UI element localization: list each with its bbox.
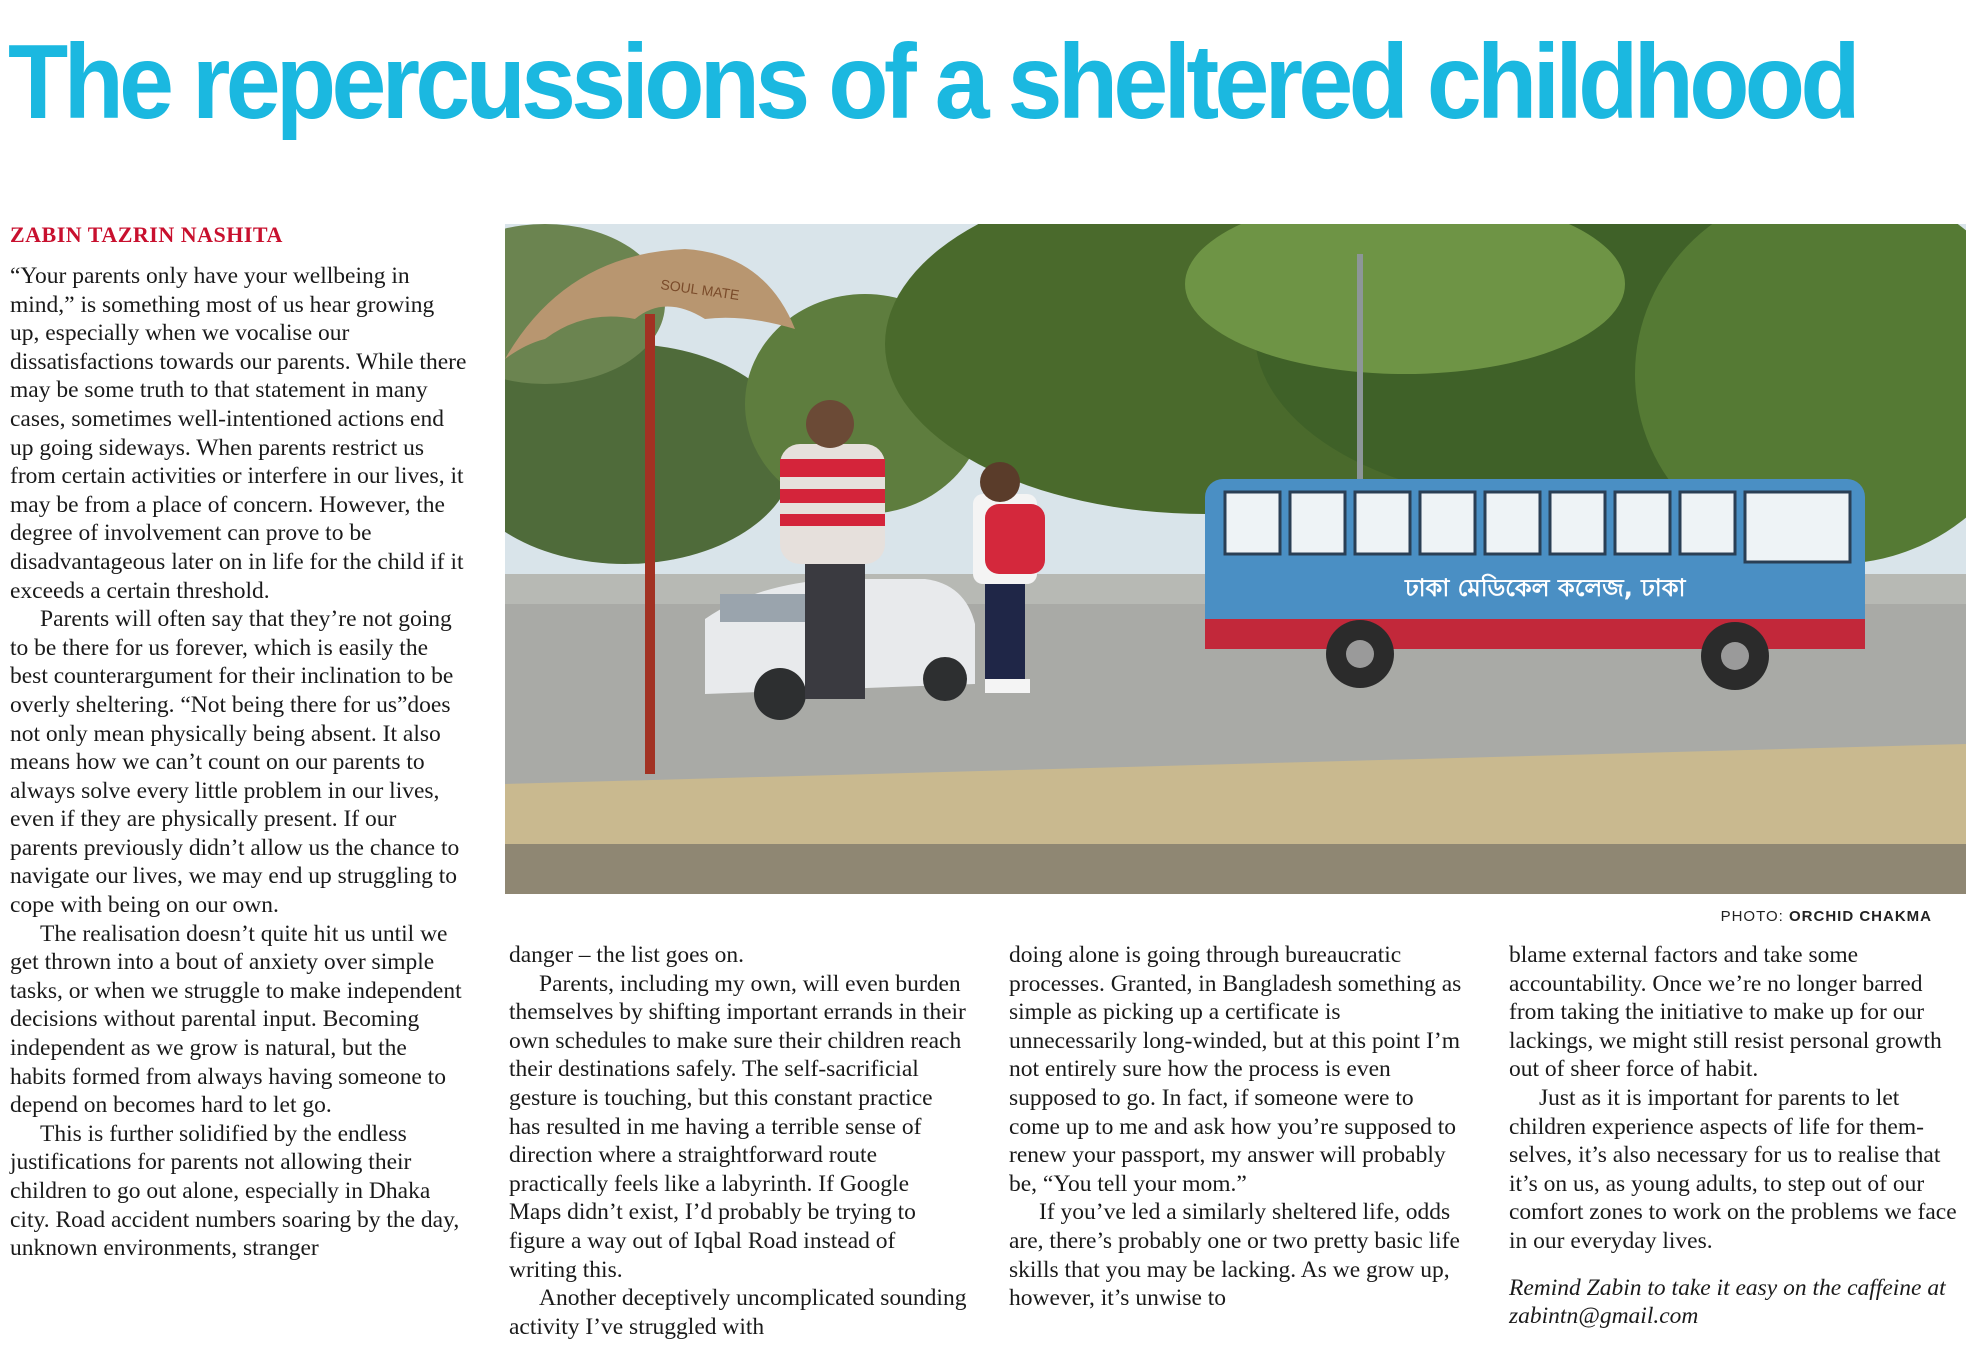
photo-credit-label: PHOTO: xyxy=(1720,908,1789,925)
umbrella-print: SOUL MATE xyxy=(659,276,741,304)
paragraph: Another deceptively uncomplicated sounding activity I’ve struggled with xyxy=(509,1285,967,1340)
body-column-2 xyxy=(509,941,967,1341)
body-column-4 xyxy=(1509,941,1967,1331)
paragraph: Just as it is important for parents to let children experience aspects of life for themselves, it’s also necessary for us to realise that it’s on us, as young adults, to step out of our comfort zones to work on the problems we face in our everyday lives. xyxy=(1509,1084,1957,1254)
paragraph: This is further solidified by the endless justifications for parents not allowing their children to go out alone, especially in Dhaka city. Road accident numbers soaring by the day, unknown environments, stranger xyxy=(10,1120,460,1262)
photo-credit-name: ORCHID CHAKMA xyxy=(1789,908,1932,925)
paragraph: Parents, including my own, will even burden themselves by shifting important errands in their own schedules to make sure their children reach their destinations safely. The self-sacrificial gesture is touching, but this constant practice has resulted in me having a terrible sense of direction where a straightforward route practically feels like a labyrinth. If Google Maps didn’t exist, I’d probably be trying to figure a way out of Iqbal Road instead of writing this. xyxy=(509,970,966,1283)
paragraph: The realisation doesn’t quite hit us until we get thrown into a bout of anxiety over simple tasks, or when we struggle to make independent decisions without parental input. Becoming independent as we grow is natural, but the habits formed from always having someone to depend on becomes hard to let go. xyxy=(10,920,462,1119)
author-signoff: Remind Zabin to take it easy on the caffeine at zabintn@gmail.com xyxy=(1509,1274,1946,1330)
body-column-3 xyxy=(1009,941,1467,1313)
body-column-1 xyxy=(10,262,468,1263)
paragraph: Parents will often say that they’re not going to be there for us forever, which is easily the best counterargument for their inclination to be overly sheltering. “Not being there for us”does not only mean physically being absent. It also means how we can’t count on our parents to always solve every little problem in our lives, even if they are physically present. If our parents previously didn’t allow us the chance to navigate our lives, we may end up struggling to cope with being on our own. xyxy=(10,606,460,919)
paragraph: doing alone is going through bureaucratic processes. Granted, in Bangladesh something as simple as picking up a certificate is unnecessarily long-winded, but at this point I’m not entirely sure how the process is even supposed to go. In fact, if someone were to come up to me and ask how you’re supposed to renew your passport, my answer will probably be, “You tell your mom.” xyxy=(1009,942,1462,1197)
paragraph: If you’ve led a similarly sheltered life, odds are, there’s probably one or two pretty basic life skills that you may be lacking. As we grow up, however, it’s unwise to xyxy=(1009,1199,1460,1312)
bus-sign: ঢাকা মেডিকেল কলেজ, ঢাকা xyxy=(1405,574,1686,602)
byline: ZABIN TAZRIN NASHITA xyxy=(10,222,283,247)
article-photo xyxy=(505,224,1966,894)
paragraph: blame external factors and take some accountability. Once we’re no longer barred from taking the initiative to make up for our lackings, we might still resist personal growth out of sheer force of habit. xyxy=(1509,942,1942,1083)
paragraph: danger – the list goes on. xyxy=(509,942,744,968)
paragraph: “Your parents only have your wellbeing in mind,” is something most of us hear growing up, especially when we vocalise our dissatisfactions towards our parents. While there may be some truth to that statement in many cases, sometimes well-intentioned actions end up going sideways. When parents restrict us from certain activities or interfere in our lives, it may be from a place of concern. However, the degree of involvement can prove to be disadvantageous later on in life for the child if it exceeds a certain threshold. xyxy=(10,263,467,604)
headline: The repercussions of a sheltered childhood xyxy=(8,23,1856,141)
photo-credit xyxy=(1721,908,1932,925)
